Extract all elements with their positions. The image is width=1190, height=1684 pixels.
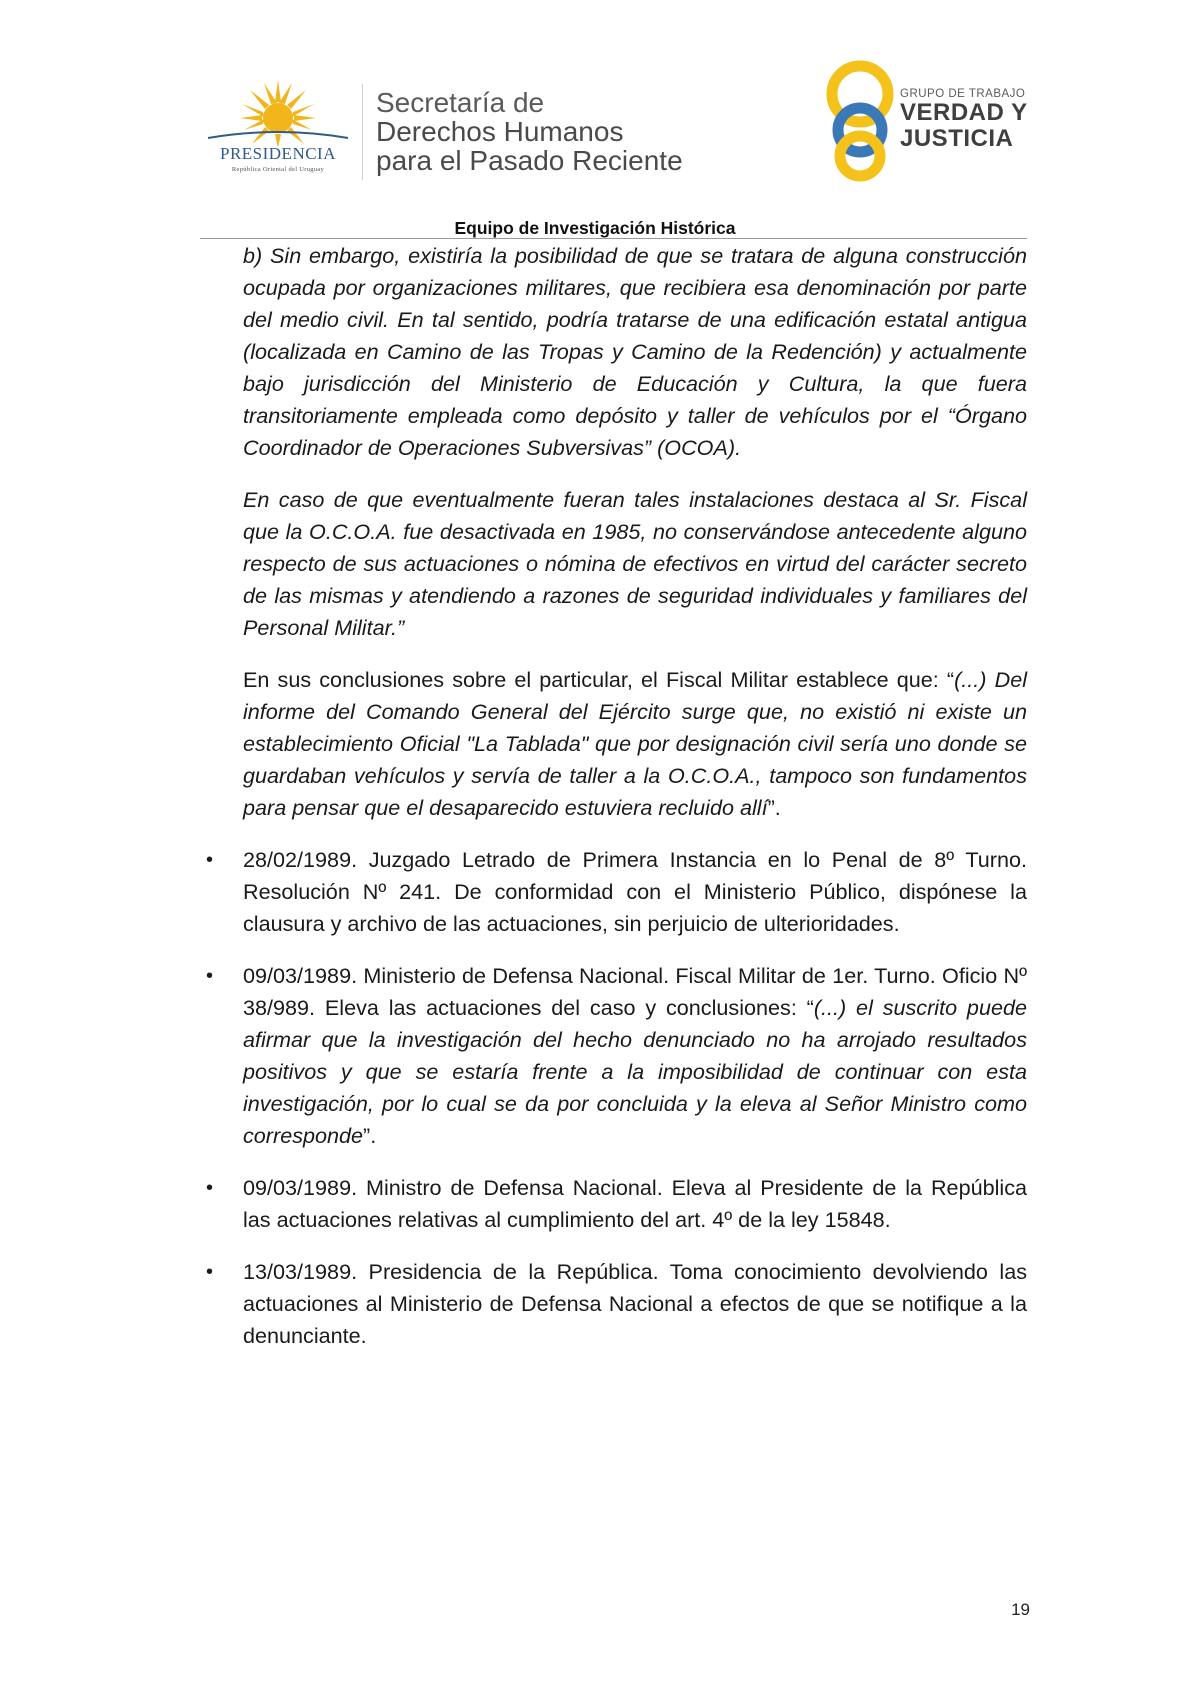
secretaria-line-1: Secretaría de bbox=[376, 87, 545, 118]
list-item bbox=[206, 1172, 1027, 1236]
list-item bbox=[206, 1256, 1027, 1352]
list-item-end: ”. bbox=[363, 1123, 377, 1148]
presidencia-label: PRESIDENCIA bbox=[219, 144, 336, 163]
list-item-text: 09/03/1989. Ministerio de Defensa Nacional. Fiscal Militar de 1er. Turno. Oficio Nº 38/989. Eleva las actuaciones del caso y conclusiones: “ bbox=[243, 963, 1027, 1020]
paragraph-ocoa bbox=[243, 484, 1027, 644]
page-number: 19 bbox=[1011, 1600, 1030, 1619]
secretaria-line-3: para el Pasado Reciente bbox=[376, 145, 683, 176]
page-header bbox=[0, 0, 1190, 240]
paragraph-conclusions bbox=[243, 664, 1027, 824]
paragraph-b-text: b) Sin embargo, existiría la posibilidad de que se tratara de alguna construcción ocupada por organizaciones militares, que recibiera esa denominación por parte del medio civil. En tal sentido, podría tratarse de una edificación estatal antigua (localizada en Camino de las Tropas y Camino de la Redención) y actualmente bajo jurisdicción del Ministerio de Educación y Cultura, la que fuera transitoriamente empleada como depósito y taller de vehículos por el “Órgano Coordinador de Operaciones Subversivas” (OCOA). bbox=[243, 243, 1027, 460]
presidencia-subtitle: República Oriental del Uruguay bbox=[231, 166, 325, 173]
verdad-justicia-text bbox=[900, 88, 1028, 152]
list-item-text: 13/03/1989. Presidencia de la República. Toma conocimiento devolviendo las actuaciones al Ministerio de Defensa Nacional a efectos de que se notifique a la denunciante. bbox=[243, 1259, 1027, 1348]
vyj-line-2: JUSTICIA bbox=[900, 125, 1014, 152]
document-body bbox=[206, 240, 1027, 1372]
vyj-line-1: VERDAD Y bbox=[900, 99, 1028, 126]
bullet-icon: • bbox=[206, 965, 214, 987]
list-item bbox=[206, 844, 1027, 940]
team-title: Equipo de Investigación Histórica bbox=[454, 218, 736, 238]
presidencia-logo bbox=[198, 78, 358, 178]
bullet-icon: • bbox=[206, 1177, 214, 1199]
conclusions-intro: En sus conclusiones sobre el particular, el Fiscal Militar establece que: “ bbox=[243, 667, 955, 692]
paragraph-b bbox=[243, 240, 1027, 464]
secretaria-logo-text bbox=[376, 88, 683, 175]
bullet-icon: • bbox=[206, 849, 214, 871]
bullet-icon: • bbox=[206, 1261, 214, 1283]
list-item-text: 28/02/1989. Juzgado Letrado de Primera Instancia en lo Penal de 8º Turno. Resolución Nº 241. De conformidad con el Ministerio Público, dispónese la clausura y archivo de las actuaciones, sin perjuicio de ulterioridades. bbox=[243, 847, 1027, 936]
vyj-subtitle: GRUPO DE TRABAJO bbox=[900, 88, 1026, 100]
header-rule bbox=[200, 238, 1027, 239]
conclusions-quote: (...) Del informe del Comando General del Ejército surge que, no existió ni existe un establecimiento Oficial "La Tablada" que por designación civil sería uno donde se guardaban vehículos y servía de taller a la O.C.O.A., tampoco son fundamentos para pensar que el desaparecido estuviera recluido allí bbox=[243, 667, 1027, 820]
paragraph-ocoa-text: En caso de que eventualmente fueran tales instalaciones destaca al Sr. Fiscal que la O.C.O.A. fue desactivada en 1985, no conservándose antecedente alguno respecto de sus actuaciones o nómina de efectivos en virtud del carácter secreto de las mismas y atendiendo a razones de seguridad individuales y familiares del Personal Militar.” bbox=[243, 487, 1027, 640]
list-item bbox=[206, 960, 1027, 1152]
secretaria-line-2: Derechos Humanos bbox=[376, 116, 624, 147]
header-divider bbox=[362, 84, 363, 180]
list-item-text: 09/03/1989. Ministro de Defensa Nacional. Eleva al Presidente de la República las actuaciones relativas al cumplimiento del art. 4º de la ley 15848. bbox=[243, 1175, 1027, 1232]
conclusions-end: ”. bbox=[767, 795, 781, 820]
list-item-quote: (...) el suscrito puede afirmar que la investigación del hecho denunciado no ha arrojado resultados positivos y que se estaría frente a la imposibilidad de continuar con esta investigación, por lo cual se da por concluida y la eleva al Señor Ministro como corresponde bbox=[243, 995, 1027, 1148]
sun-icon bbox=[198, 78, 358, 148]
